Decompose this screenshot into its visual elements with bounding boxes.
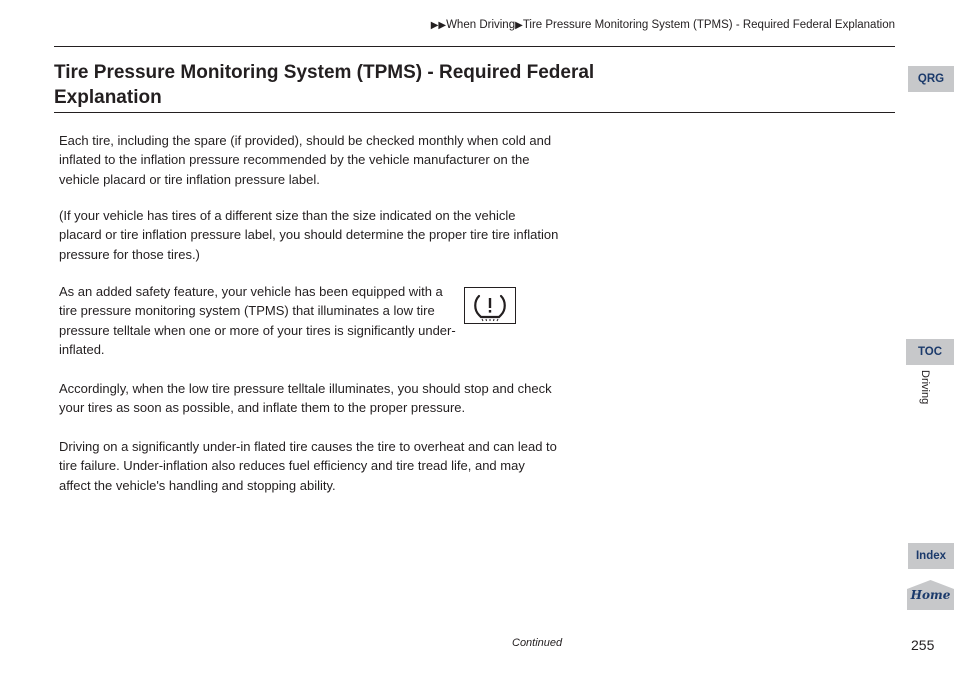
- section-label: [917, 370, 941, 414]
- toc-tab[interactable]: TOC: [906, 339, 954, 365]
- page-title: Tire Pressure Monitoring System (TPMS) - Required Federal Explanation: [54, 62, 595, 108]
- section-label-text: Driving: [919, 370, 931, 405]
- continued-label: Continued: [512, 637, 563, 649]
- triangle-right-icon: ▶▶: [430, 20, 447, 31]
- breadcrumb-item-when-driving[interactable]: When Driving: [446, 19, 516, 31]
- low-tire-pressure-telltale-icon: [464, 287, 516, 324]
- paragraph-monthly-check: Each tire, including the spare (if provided), should be checked monthly when cold and inflated to the inflation pressure recommended by the vehicle manufacturer on the vehicle placard or tire inflation pressure label.: [59, 133, 552, 187]
- breadcrumb: [431, 19, 895, 31]
- qrg-tab[interactable]: QRG: [908, 66, 954, 92]
- home-button[interactable]: [907, 580, 954, 610]
- paragraph-different-size: (If your vehicle has tires of a different size than the size indicated on the vehicle placard or tire inflation pressure label, you should determine the proper tire tire inflation pressure for those tires.): [59, 208, 559, 262]
- triangle-right-icon: ▶: [515, 20, 523, 31]
- header-rule: [54, 46, 895, 47]
- page-number: 255: [911, 637, 935, 653]
- title-rule: [54, 112, 895, 113]
- breadcrumb-item-tpms: Tire Pressure Monitoring System (TPMS) - Required Federal Explanation: [522, 19, 895, 31]
- paragraph-under-inflated: Driving on a significantly under-in flated tire causes the tire to overheat and can lead to tire failure. Under-inflation also reduces fuel efficiency and tire tread life, and may affect the vehicle's handling and stopping ability.: [59, 439, 557, 493]
- index-tab[interactable]: Index: [908, 543, 954, 569]
- home-label: Home: [910, 588, 951, 602]
- paragraph-safety-feature: As an added safety feature, your vehicle has been equipped with a tire pressure monitoring system (TPMS) that illuminates a low tire pressure telltale when one or more of your tires is significantly under-inflated.: [59, 284, 456, 357]
- paragraph-accordingly: Accordingly, when the low tire pressure telltale illuminates, you should stop and check your tires as soon as possible, and inflate them to the proper pressure.: [59, 381, 552, 416]
